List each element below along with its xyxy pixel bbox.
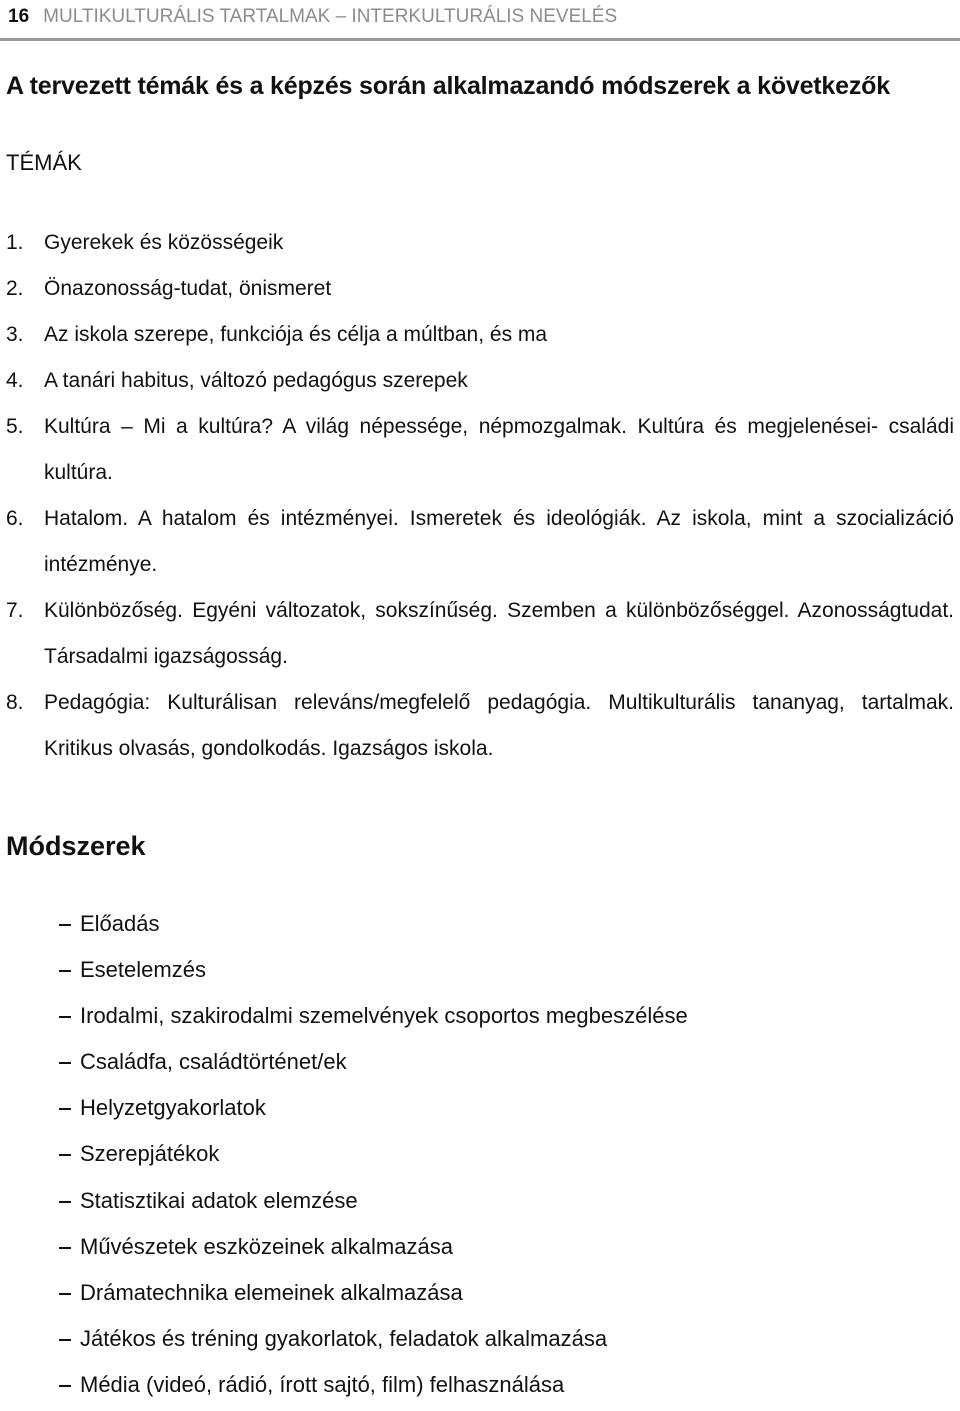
topic-number: 6. <box>6 507 24 530</box>
method-label: Játékos és tréning gyakorlatok, feladatok alkalmazása <box>80 1325 608 1351</box>
topic-text: A tanári habitus, változó pedagógus szerepek <box>44 369 468 392</box>
topic-item <box>6 312 954 358</box>
method-label: Helyzetgyakorlatok <box>80 1095 266 1121</box>
method-item <box>0 1134 960 1180</box>
topic-number: 8. <box>6 691 24 714</box>
dash-bullet-icon <box>59 1154 71 1156</box>
dash-bullet-icon <box>59 1385 71 1387</box>
topic-item <box>6 220 954 266</box>
method-label: Szerepjátékok <box>80 1141 220 1167</box>
topic-text: Különbözőség. Egyéni változatok, sokszínűség. Szemben a különbözőséggel. Azonosságtudat. Társadalmi igazságosság. <box>44 599 954 668</box>
method-label: Drámatechnika elemeinek alkalmazása <box>80 1279 463 1305</box>
method-label: Esetelemzés <box>80 957 206 983</box>
method-item <box>0 904 960 950</box>
dash-bullet-icon <box>59 970 71 972</box>
running-header <box>8 4 952 30</box>
topic-text: Önazonosság-tudat, önismeret <box>44 277 332 300</box>
topic-text: Kultúra – Mi a kultúra? A világ népessége, népmozgalmak. Kultúra és megjelenései- családi kultúra. <box>44 415 954 484</box>
topic-text: Hatalom. A hatalom és intézményei. Ismeretek és ideológiák. Az iskola, mint a szocializáció intézménye. <box>44 507 954 576</box>
method-item <box>0 996 960 1042</box>
method-item <box>0 1273 960 1319</box>
topic-number: 7. <box>6 599 24 622</box>
method-label: Családfa, családtörténet/ek <box>80 1049 347 1075</box>
topic-number: 4. <box>6 369 24 392</box>
method-label: Média (videó, rádió, írott sajtó, film) felhasználása <box>80 1371 565 1397</box>
topic-item <box>6 496 954 588</box>
topic-number: 1. <box>6 231 24 254</box>
method-list <box>0 904 960 1411</box>
dash-bullet-icon <box>59 1247 71 1249</box>
topic-item <box>6 588 954 680</box>
dash-bullet-icon <box>59 1293 71 1295</box>
method-item <box>0 1319 960 1365</box>
section-title: MULTIKULTURÁLIS TARTALMAK – INTERKULTURÁLIS NEVELÉS <box>43 6 618 27</box>
topic-number: 3. <box>6 323 24 346</box>
method-item <box>0 950 960 996</box>
methods-heading: Módszerek <box>6 831 146 861</box>
topic-number: 5. <box>6 415 24 438</box>
topics-label: TÉMÁK <box>6 150 82 175</box>
method-label: Statisztikai adatok elemzése <box>80 1187 358 1213</box>
topic-item <box>6 358 954 404</box>
topic-number: 2. <box>6 277 24 300</box>
topic-item <box>6 680 954 772</box>
topic-item <box>6 266 954 312</box>
topic-text: Gyerekek és közösségeik <box>44 231 284 254</box>
dash-bullet-icon <box>59 1062 71 1064</box>
main-heading: A tervezett témák és a képzés során alkalmazandó módszerek a következők <box>6 72 890 100</box>
page-number: 16 <box>8 6 30 27</box>
method-label: Művészetek eszközeinek alkalmazása <box>80 1233 453 1259</box>
method-item <box>0 1227 960 1273</box>
topic-item <box>6 404 954 496</box>
method-item <box>0 1181 960 1227</box>
topic-text: Az iskola szerepe, funkciója és célja a múltban, és ma <box>44 323 548 346</box>
header-divider <box>0 38 960 41</box>
dash-bullet-icon <box>59 1108 71 1110</box>
method-item <box>0 1365 960 1411</box>
method-label: Előadás <box>80 911 160 936</box>
dash-bullet-icon <box>59 1016 71 1018</box>
dash-bullet-icon <box>59 924 71 926</box>
method-item <box>0 1042 960 1088</box>
topic-text: Pedagógia: Kulturálisan releváns/megfelelő pedagógia. Multikulturális tananyag, tartalmak. Kritikus olvasás, gondolkodás. Igazságos iskola. <box>44 691 954 760</box>
dash-bullet-icon <box>59 1339 71 1341</box>
topic-list <box>6 220 954 772</box>
dash-bullet-icon <box>59 1201 71 1203</box>
method-label: Irodalmi, szakirodalmi szemelvények csoportos megbeszélése <box>80 1003 688 1029</box>
method-item <box>0 1088 960 1134</box>
